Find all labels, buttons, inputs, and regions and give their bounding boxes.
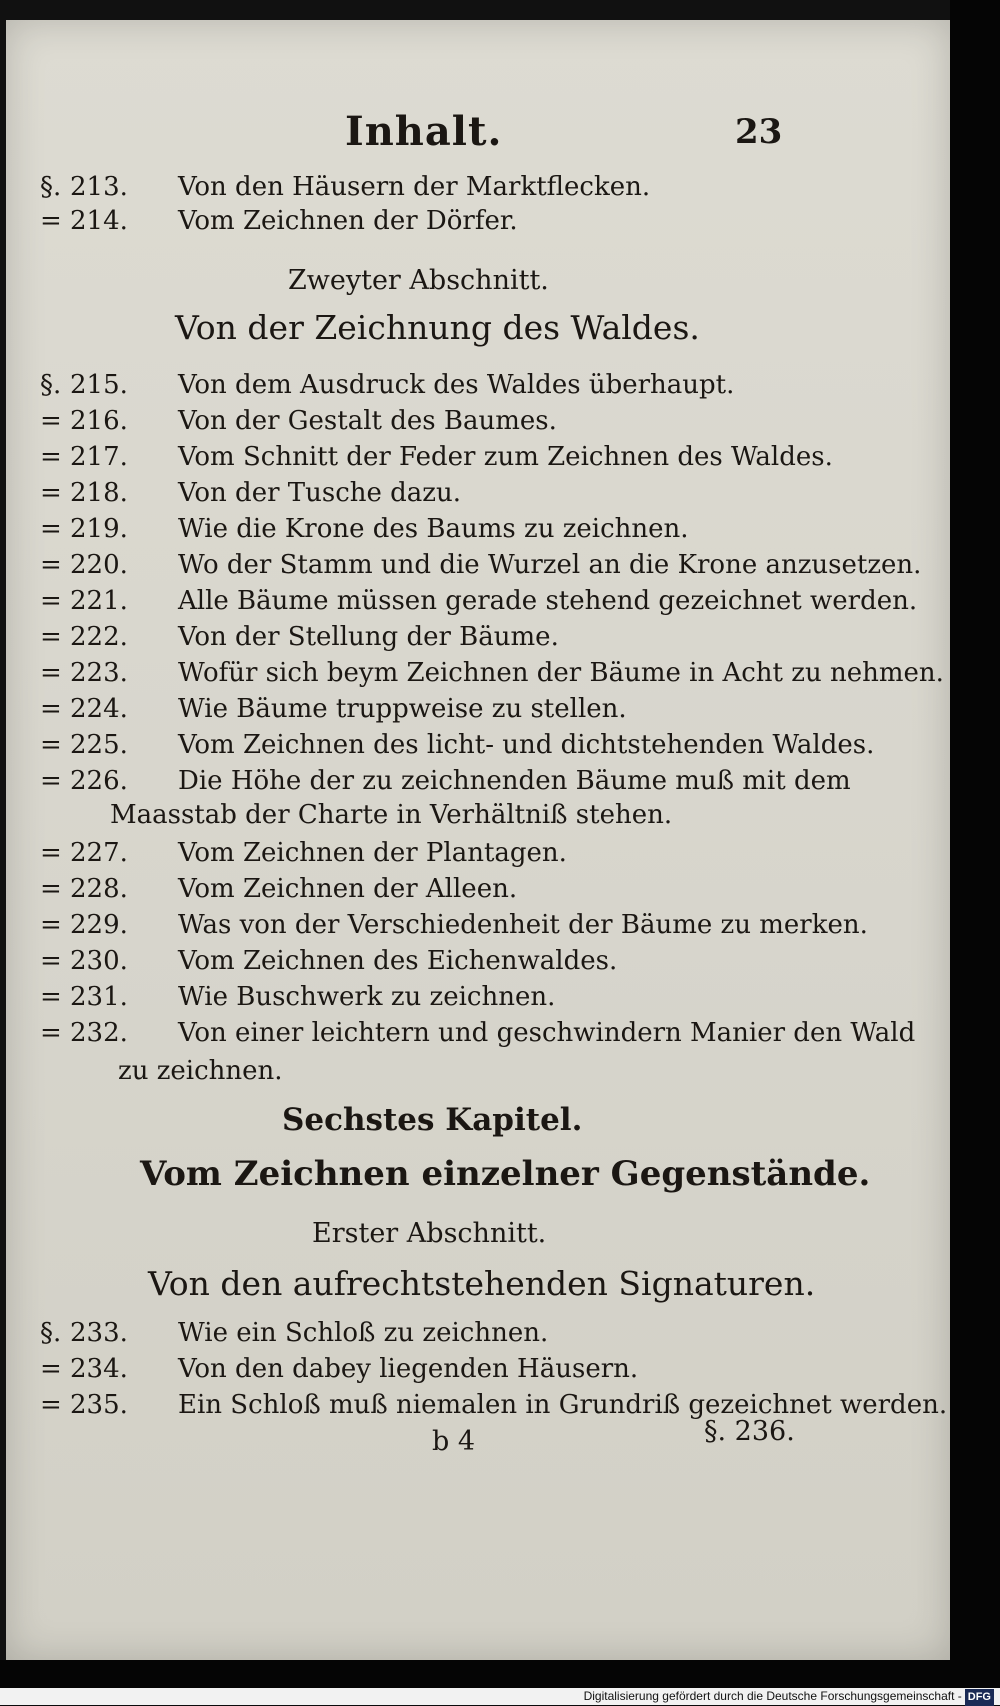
toc-entry: = 223. Wofür sich beym Zeichnen der Bäume in Acht zu nehmen. — [40, 658, 944, 688]
toc-entry: = 231. Wie Buschwerk zu zeichnen. — [40, 982, 556, 1012]
toc-entry: = 217. Vom Schnitt der Feder zum Zeichnen des Waldes. — [40, 442, 833, 472]
toc-entry: §. 233. Wie ein Schloß zu zeichnen. — [40, 1318, 549, 1348]
toc-entry: = 227. Vom Zeichnen der Plantagen. — [40, 838, 567, 868]
toc-entry: §. 215. Von dem Ausdruck des Waldes überhaupt. — [40, 370, 735, 400]
toc-entry: §. 213. Von den Häusern der Marktflecken. — [40, 172, 651, 202]
section-title: Von der Zeichnung des Waldes. — [175, 308, 700, 347]
toc-entry: = 218. Von der Tusche dazu. — [40, 478, 462, 508]
section-heading: Erster Abschnitt. — [312, 1218, 547, 1249]
toc-entry: = 225. Vom Zeichnen des licht- und dichtstehenden Waldes. — [40, 730, 875, 760]
dfg-logo: DFG — [965, 1689, 994, 1706]
toc-entry: = 229. Was von der Verschiedenheit der Bäume zu merken. — [40, 910, 868, 940]
toc-entry: = 230. Vom Zeichnen des Eichenwaldes. — [40, 946, 618, 976]
chapter-heading: Sechstes Kapitel. — [282, 1102, 583, 1138]
toc-entry: = 234. Von den dabey liegenden Häusern. — [40, 1354, 639, 1384]
toc-entry: = 216. Von der Gestalt des Baumes. — [40, 406, 557, 436]
catchword: §. 236. — [704, 1416, 795, 1447]
toc-entry: = 220. Wo der Stamm und die Wurzel an die Krone anzusetzen. — [40, 550, 922, 580]
toc-entry: = 228. Vom Zeichnen der Alleen. — [40, 874, 518, 904]
scan-edge-bottom — [0, 1660, 1000, 1690]
toc-entry: = 226. Die Höhe der zu zeichnenden Bäume muß mit dem — [40, 766, 851, 796]
section-heading: Zweyter Abschnitt. — [288, 265, 549, 296]
digitization-footer — [0, 1688, 1000, 1705]
signature-mark: b 4 — [432, 1426, 476, 1457]
scan-edge-right — [950, 0, 1000, 1705]
toc-entry: = 232. Von einer leichtern und geschwindern Manier den Wald — [40, 1018, 916, 1048]
footer-text: Digitalisierung gefördert durch die Deutsche Forschungsgemeinschaft - — [583, 1689, 962, 1703]
toc-entry: = 221. Alle Bäume müssen gerade stehend gezeichnet werden. — [40, 586, 918, 616]
toc-entry-continuation: Maasstab der Charte in Verhältniß stehen. — [110, 800, 673, 830]
toc-entry: = 219. Wie die Krone des Baums zu zeichnen. — [40, 514, 689, 544]
page-title: Inhalt. — [345, 108, 503, 155]
page-number: 23 — [735, 112, 783, 152]
toc-entry: = 214. Vom Zeichnen der Dörfer. — [40, 206, 518, 236]
toc-entry-continuation: zu zeichnen. — [118, 1056, 283, 1086]
toc-entry: = 224. Wie Bäume truppweise zu stellen. — [40, 694, 627, 724]
section-title: Von den aufrechtstehenden Signaturen. — [148, 1264, 816, 1303]
chapter-title: Vom Zeichnen einzelner Gegenstände. — [140, 1154, 871, 1194]
toc-entry: = 222. Von der Stellung der Bäume. — [40, 622, 559, 652]
toc-entry: = 235. Ein Schloß muß niemalen in Grundriß gezeichnet werden. — [40, 1390, 948, 1420]
